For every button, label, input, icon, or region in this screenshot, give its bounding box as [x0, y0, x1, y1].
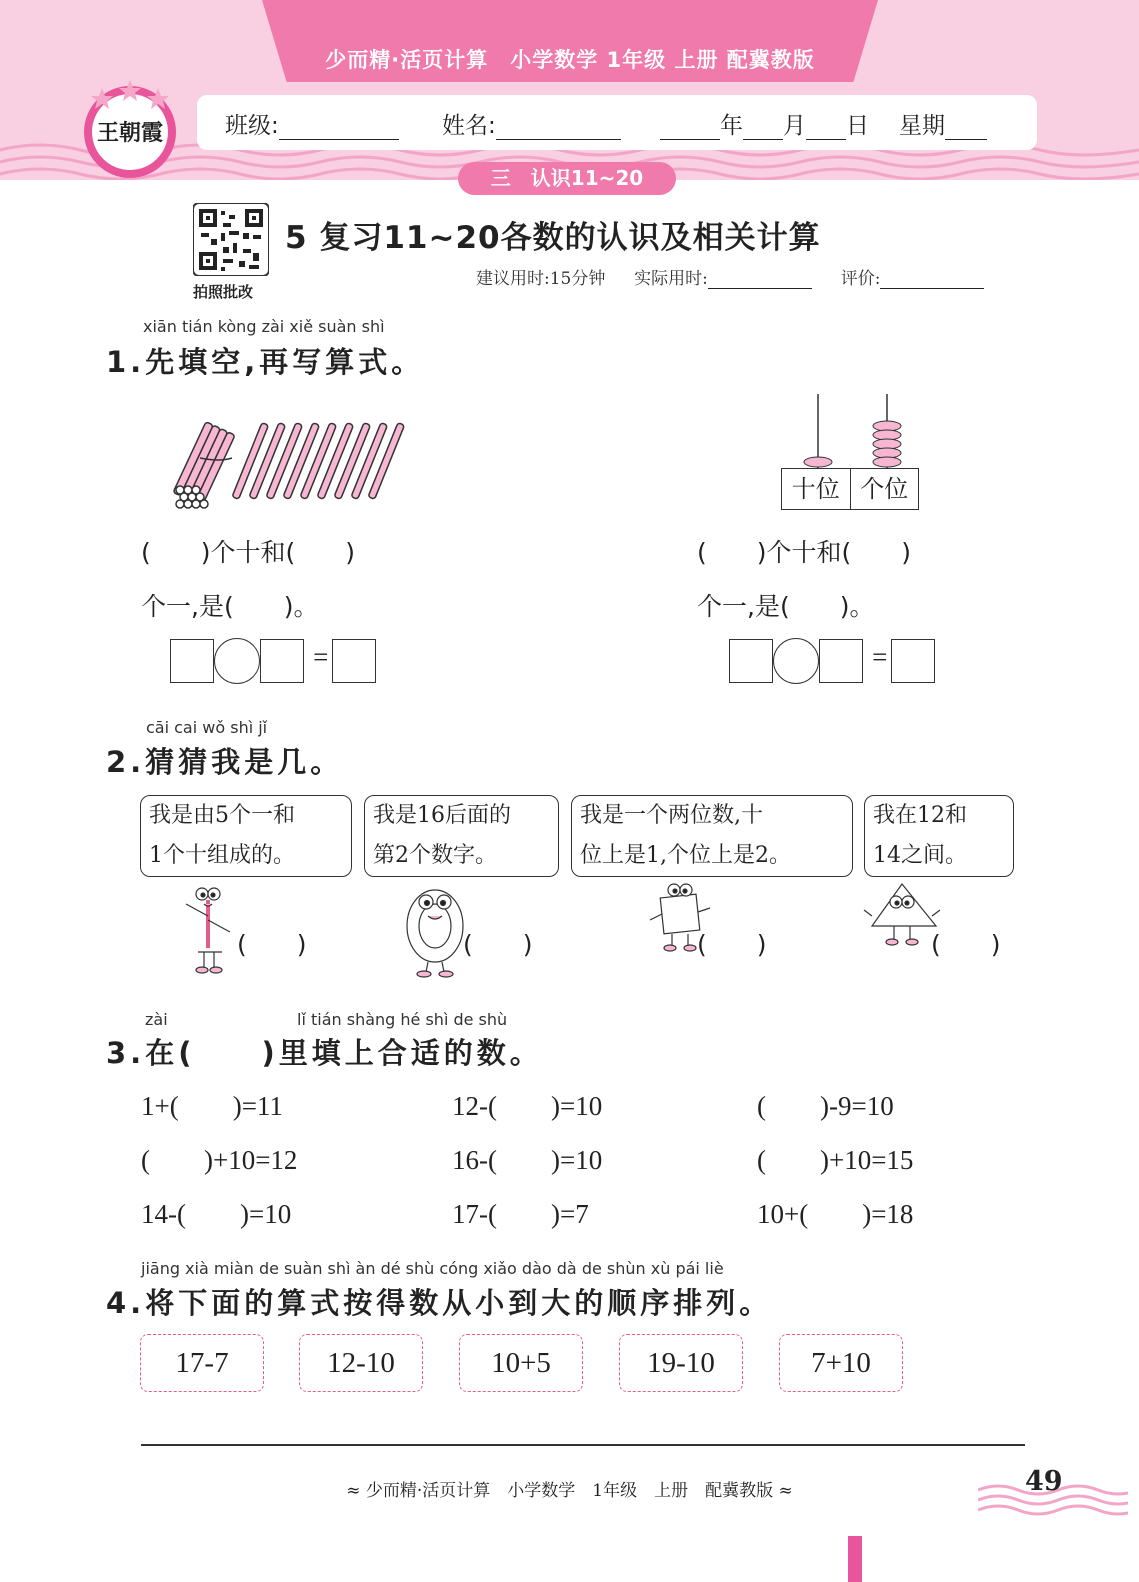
q1-left-line1[interactable]: ( )个十和( ) [141, 538, 356, 567]
q3-equation[interactable]: 17-( )=7 [452, 1199, 589, 1229]
stick-character [178, 880, 244, 984]
q3-pinyin-b: lǐ tián shàng hé shì de shù [297, 1010, 508, 1029]
suggested-time: 建议用时:15分钟 [476, 269, 606, 289]
operator-circle[interactable] [214, 638, 260, 684]
q2-pinyin: cāi cai wǒ shì jǐ [146, 718, 268, 737]
expression-card[interactable]: 19-10 [619, 1334, 743, 1392]
operator-circle[interactable] [773, 638, 819, 684]
triangle-character [862, 880, 942, 959]
tens-label: 十位 [782, 469, 851, 509]
bundle-sticks-illustration [170, 418, 410, 514]
answer-box[interactable] [332, 639, 376, 683]
actual-time-blank[interactable] [708, 270, 812, 289]
expression-card[interactable]: 12-10 [299, 1334, 423, 1392]
zero-character [400, 880, 470, 984]
class-field[interactable]: 班级: [225, 107, 399, 140]
speech-bubble-1: 我是由5个一和 1个十组成的。 [140, 795, 352, 877]
q2-title: 2.猜猜我是几。 [106, 745, 344, 779]
class-blank[interactable] [279, 117, 399, 140]
q3-equation[interactable]: ( )+10=15 [757, 1145, 914, 1175]
answer-box[interactable] [260, 639, 304, 683]
day-blank[interactable] [806, 117, 846, 140]
q1-right-line1[interactable]: ( )个十和( ) [697, 538, 912, 567]
qr-code[interactable] [193, 203, 269, 276]
lesson-title: 5 复习11~20各数的认识及相关计算 [285, 220, 821, 256]
logo-text: 王朝霞 [96, 120, 164, 146]
rating-label: 评价: [840, 269, 881, 289]
actual-time-label: 实际用时: [634, 269, 708, 289]
q1-left-equation-boxes [170, 638, 376, 684]
q3-title: 3.在( )里填上合适的数。 [106, 1036, 543, 1070]
speech-bubble-3: 我是一个两位数,十 位上是1,个位上是2。 [571, 795, 853, 877]
equals-sign: = [872, 641, 888, 672]
brand-logo [80, 80, 180, 180]
footer-text: ≈ 少而精·活页计算 小学数学 1年级 上册 配冀教版 ≈ [346, 1481, 793, 1501]
rating-blank[interactable] [880, 270, 984, 289]
q2-answer-3[interactable]: ( ) [697, 930, 767, 959]
date-field[interactable]: 年 月 日 星期 [660, 107, 987, 140]
qr-label: 拍照批改 [193, 283, 254, 301]
q1-pinyin: xiān tián kòng zài xiě suàn shì [143, 317, 385, 336]
q3-pinyin-a: zài [145, 1010, 168, 1029]
weekday-blank[interactable] [945, 117, 987, 140]
unit-tab: 三 认识11~20 [458, 162, 676, 195]
q2-answer-2[interactable]: ( ) [463, 930, 533, 959]
q1-left-line2[interactable]: 个一,是( )。 [141, 592, 319, 621]
speech-bubble-2: 我是16后面的 第2个数字。 [364, 795, 559, 877]
page-edge-marker [848, 1536, 862, 1582]
name-blank[interactable] [496, 117, 621, 140]
abacus-place-table [781, 468, 919, 510]
q1-right-line2[interactable]: 个一,是( )。 [697, 592, 875, 621]
q3-equation[interactable]: 10+( )=18 [757, 1199, 914, 1229]
month-blank[interactable] [743, 117, 783, 140]
q4-title: 4.将下面的算式按得数从小到大的顺序排列。 [106, 1286, 773, 1320]
year-blank[interactable] [660, 117, 720, 140]
equals-sign: = [313, 641, 329, 672]
q3-equation[interactable]: 1+( )=11 [141, 1091, 283, 1121]
expression-card[interactable]: 17-7 [140, 1334, 264, 1392]
q1-title: 1.先填空,再写算式。 [106, 345, 425, 379]
q2-answer-4[interactable]: ( ) [931, 930, 1001, 959]
speech-bubble-4: 我在12和 14之间。 [864, 795, 1014, 877]
series-title: 少而精·活页计算 小学数学 1年级 上册 配冀教版 [325, 48, 815, 72]
abacus-illustration [781, 394, 921, 474]
lesson-meta [476, 264, 984, 289]
q3-equation[interactable]: 16-( )=10 [452, 1145, 603, 1175]
answer-box[interactable] [729, 639, 773, 683]
q3-equation[interactable]: 12-( )=10 [452, 1091, 603, 1121]
expression-card[interactable]: 7+10 [779, 1334, 903, 1392]
expression-card[interactable]: 10+5 [459, 1334, 583, 1392]
name-field[interactable]: 姓名: [442, 107, 621, 140]
q2-answer-1[interactable]: ( ) [237, 930, 307, 959]
ones-label: 个位 [860, 475, 909, 503]
answer-box[interactable] [170, 639, 214, 683]
q3-equation[interactable]: 14-( )=10 [141, 1199, 292, 1229]
q3-equation[interactable]: ( )-9=10 [757, 1091, 894, 1121]
q1-right-equation-boxes [729, 638, 935, 684]
answer-box[interactable] [819, 639, 863, 683]
q3-equation[interactable]: ( )+10=12 [141, 1145, 298, 1175]
page-number: 49 [1025, 1466, 1063, 1497]
answer-box[interactable] [891, 639, 935, 683]
q4-pinyin: jiāng xià miàn de suàn shì àn dé shù cóng xiǎo dào dà de shùn xù pái liè [141, 1259, 724, 1278]
footer-divider [141, 1444, 1025, 1446]
